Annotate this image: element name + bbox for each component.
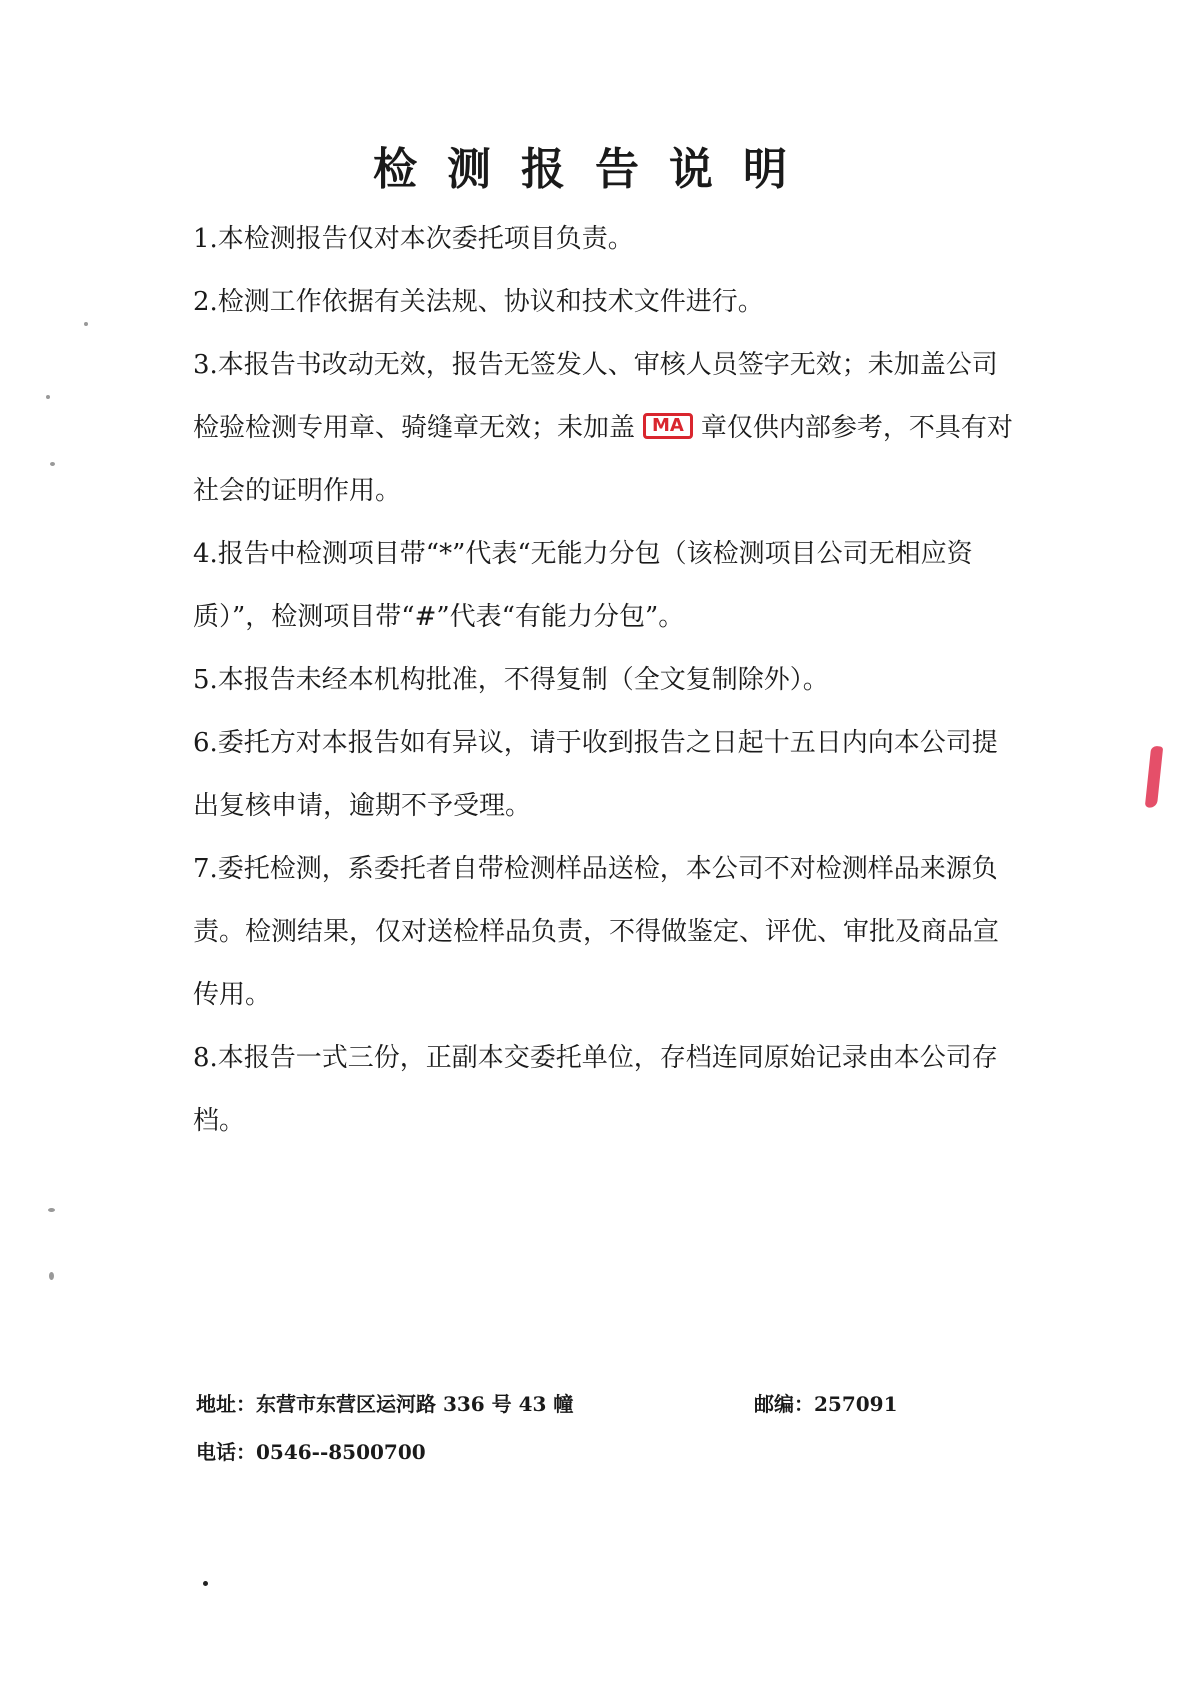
scan-speck bbox=[48, 1208, 55, 1212]
clause-1: 1.本检测报告仅对本次委托项目负责。 bbox=[193, 224, 634, 254]
footer-postcode: 邮编：257091 bbox=[754, 1392, 898, 1416]
report-clauses bbox=[193, 208, 1023, 1153]
footer-address: 地址：东营市东营区运河路 336 号 43 幢 bbox=[196, 1392, 574, 1416]
footer-address-row bbox=[196, 1390, 996, 1418]
scan-speck bbox=[84, 322, 88, 326]
footer-phone: 电话：0546--8500700 bbox=[196, 1440, 426, 1464]
clause-3-text-after: 章仅供内部参考，不具有对社会的证明作用。 bbox=[193, 413, 1013, 506]
clause-3 bbox=[193, 334, 1023, 523]
seal-edge-stamp-icon bbox=[1145, 746, 1163, 809]
scan-speck bbox=[46, 395, 50, 399]
clause-8: 8.本报告一式三份，正副本交委托单位，存档连同原始记录由本公司存档。 bbox=[193, 1043, 998, 1136]
footer-phone-row bbox=[196, 1438, 996, 1466]
cma-mark-icon: MA bbox=[643, 413, 693, 439]
clause-5: 5.本报告未经本机构批准，不得复制（全文复制除外）。 bbox=[193, 665, 829, 695]
clause-7: 7.委托检测，系委托者自带检测样品送检，本公司不对检测样品来源负责。检测结果，仅对送检样品负责，不得做鉴定、评优、审批及商品宣传用。 bbox=[193, 854, 1000, 1010]
page-title: 检测报告说明 bbox=[373, 144, 817, 195]
clause-6: 6.委托方对本报告如有异议，请于收到报告之日起十五日内向本公司提出复核申请，逾期不予受理。 bbox=[193, 728, 998, 821]
clause-3-text-before: 3.本报告书改动无效，报告无签发人、审核人员签字无效；未加盖公司检验检测专用章、骑缝章无效；未加盖 bbox=[193, 350, 998, 443]
scan-speck bbox=[49, 1272, 54, 1280]
scan-speck bbox=[50, 462, 55, 466]
clause-4: 4.报告中检测项目带“*”代表“无能力分包（该检测项目公司无相应资质）”，检测项目带“#”代表“有能力分包”。 bbox=[193, 539, 973, 632]
scan-speck bbox=[203, 1581, 208, 1586]
clause-2: 2.检测工作依据有关法规、协议和技术文件进行。 bbox=[193, 287, 764, 317]
